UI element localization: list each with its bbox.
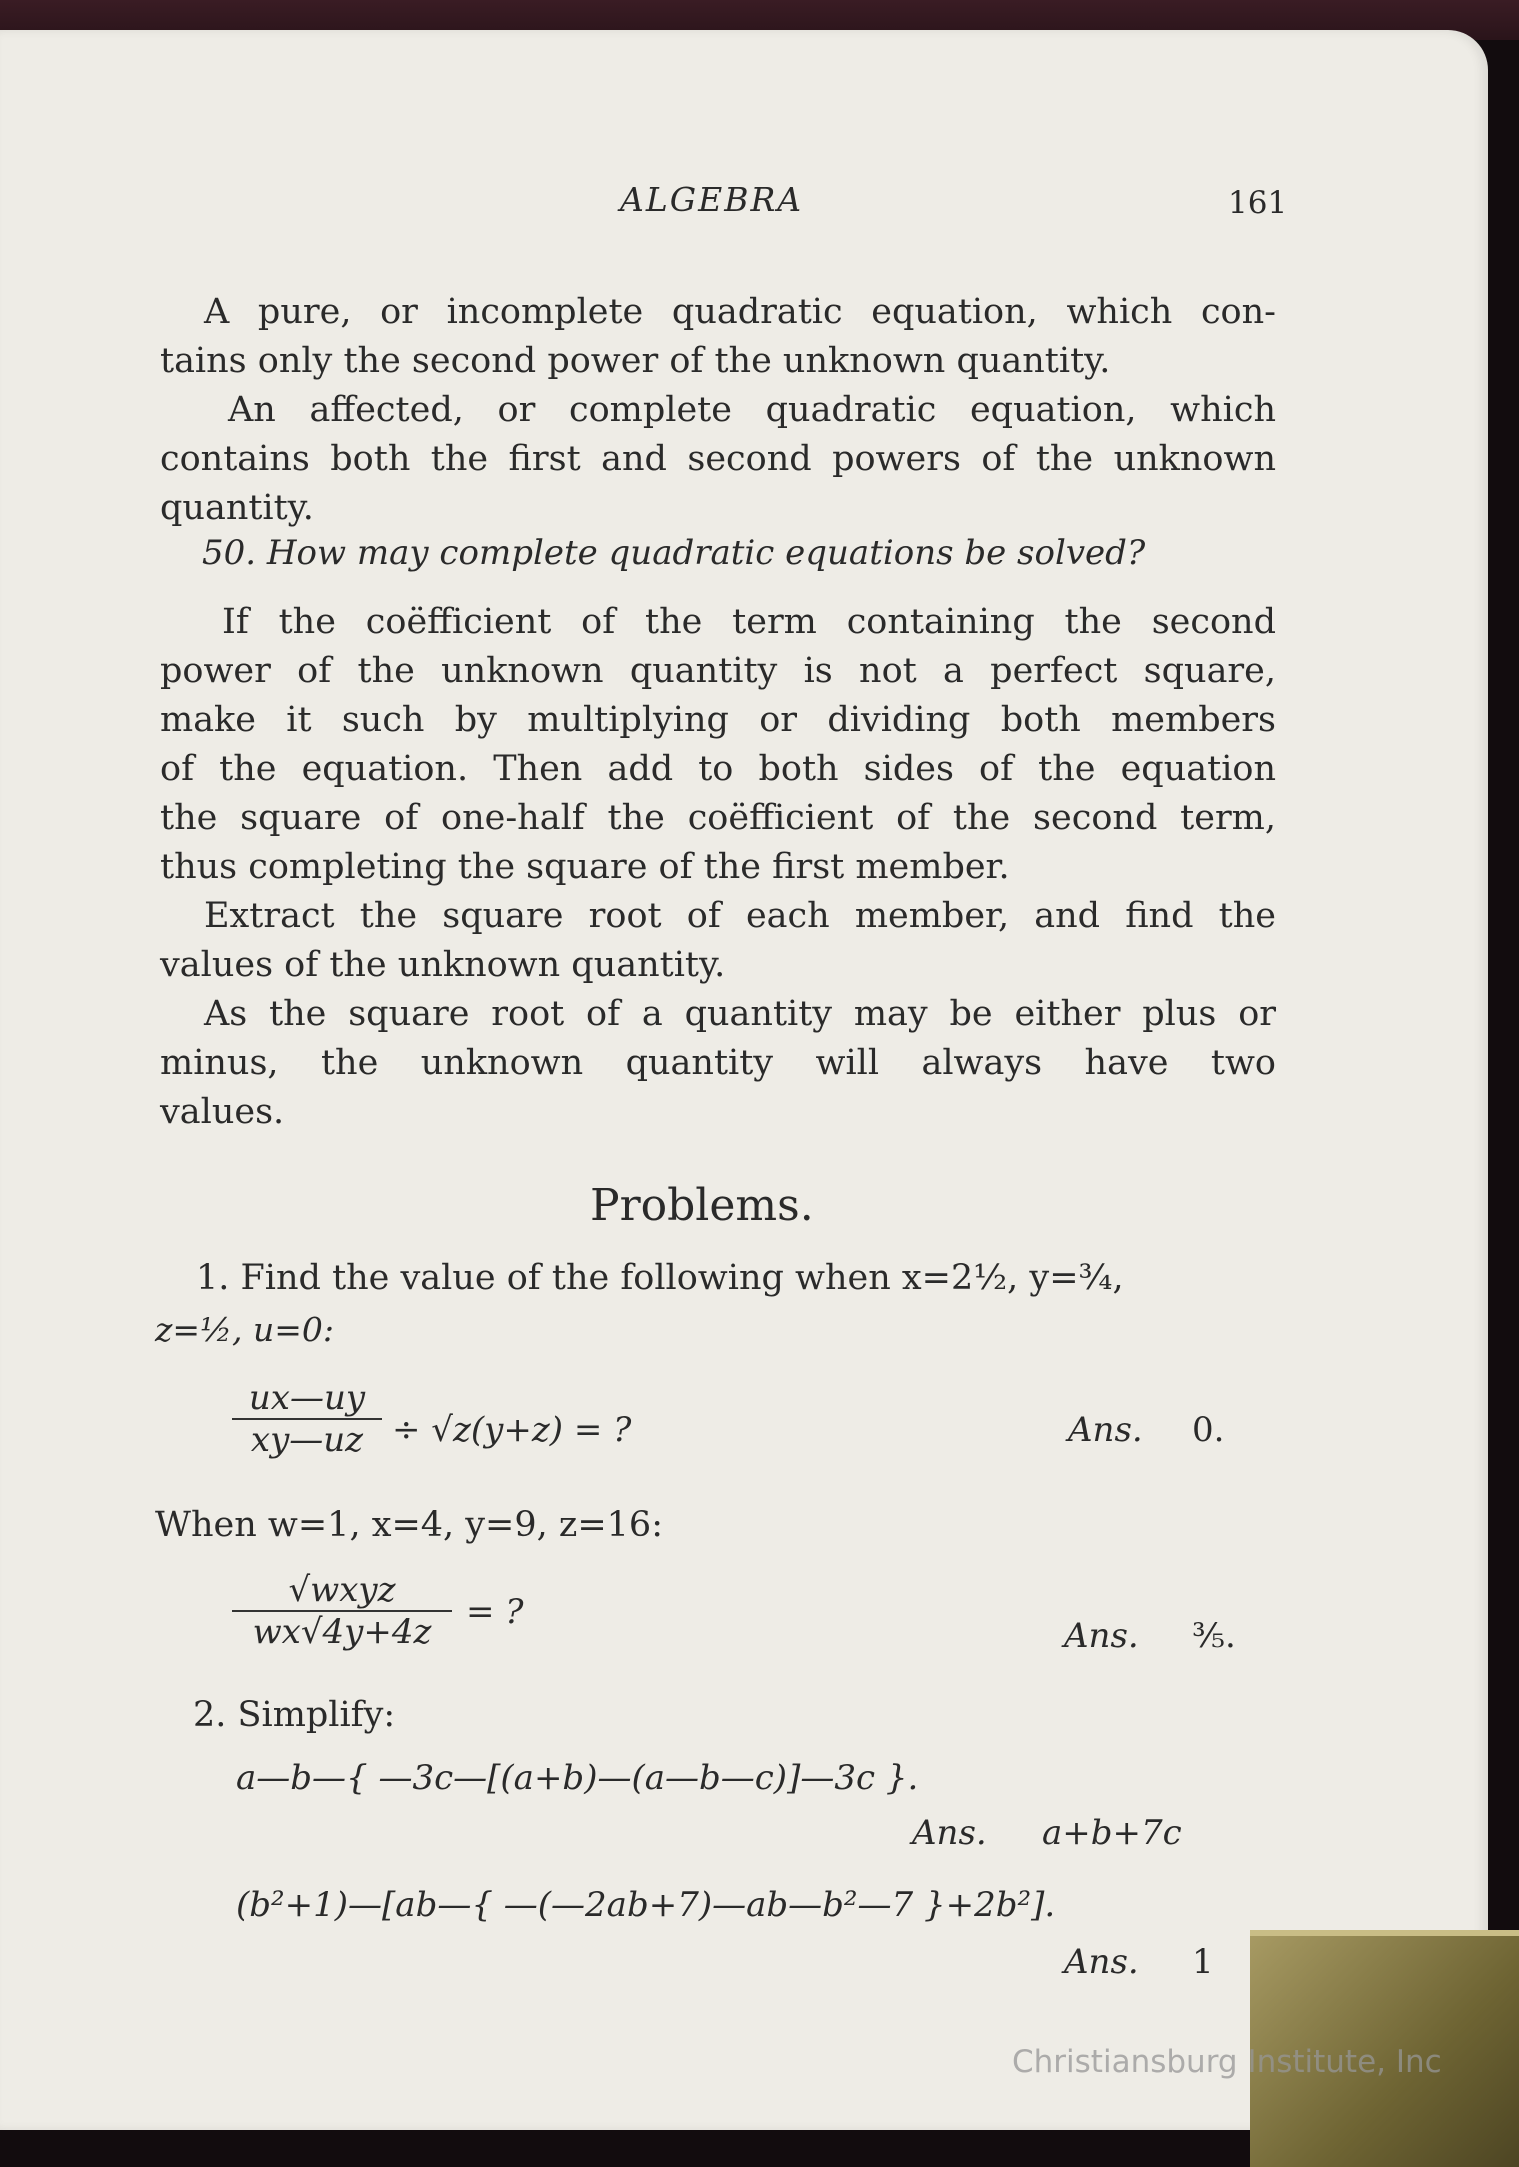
problem-1-expression-rest: ÷ √z(y+z) = ?	[392, 1410, 632, 1450]
problems-title: Problems.	[590, 1180, 814, 1231]
text-line: A pure, or incomplete quadratic equation, which con-	[204, 292, 1276, 332]
problem-1b-fraction	[232, 1570, 452, 1652]
text-line: values.	[160, 1092, 285, 1132]
problem-2-expression-2: (b²+1)—[ab—{ —(—2ab+7)—ab—b²—7 }+2b²].	[236, 1885, 1056, 1925]
text-line: quantity.	[160, 488, 314, 528]
answer-value: ⅗.	[1192, 1616, 1236, 1656]
answer-value: a+b+7c	[1042, 1813, 1182, 1853]
problem-1-line: 1. Find the value of the following when x=2½, y=¾,	[196, 1258, 1124, 1298]
text-line: power of the unknown quantity is not a perfect square,	[160, 651, 1276, 691]
problem-1b-line: When w=1, x=4, y=9, z=16:	[155, 1505, 663, 1545]
answer-value: 1	[1192, 1942, 1214, 1982]
text-line: contains both the first and second powers of the unknown	[160, 439, 1276, 479]
answer-label: Ans.	[1064, 1942, 1139, 1982]
text-line: As the square root of a quantity may be either plus or	[204, 994, 1276, 1034]
text-line: If the coëfficient of the term containing the second	[222, 602, 1276, 642]
numerator: ux—uy	[248, 1378, 366, 1418]
watermark: Christiansburg Institute, Inc	[1012, 2044, 1442, 2080]
text-line: of the equation. Then add to both sides of the equation	[160, 749, 1276, 789]
denominator: wx√4y+4z	[232, 1610, 452, 1652]
text-line: minus, the unknown quantity will always have two	[160, 1043, 1276, 1083]
text-line: tains only the second power of the unknown quantity.	[160, 341, 1111, 381]
section-heading: 50. How may complete quadratic equations be solved?	[202, 533, 1146, 573]
problem-1-values: z=½, u=0:	[155, 1310, 335, 1349]
text-line: values of the unknown quantity.	[160, 945, 726, 985]
problem-2-title: 2. Simplify:	[193, 1695, 396, 1735]
intro-paragraph	[160, 288, 1276, 533]
problem-1-fraction	[232, 1378, 382, 1460]
text-line: make it such by multiplying or dividing both members	[160, 700, 1276, 740]
text-line: Extract the square root of each member, and find the	[204, 896, 1276, 936]
page-number: 161	[1228, 185, 1288, 221]
text-line: the square of one-half the coëfficient of the second term,	[160, 798, 1276, 838]
denominator: xy—uz	[232, 1418, 382, 1460]
running-title: ALGEBRA	[620, 180, 804, 219]
book-page	[0, 30, 1488, 2130]
answer-value: 0.	[1192, 1410, 1225, 1450]
answer-label: Ans.	[1064, 1616, 1139, 1656]
answer-label: Ans.	[1068, 1410, 1143, 1450]
text-line: An affected, or complete quadratic equation, which	[228, 390, 1276, 430]
problem-2-expression-1: a—b—{ —3c—[(a+b)—(a—b—c)]—3c }.	[236, 1758, 919, 1798]
text-line: thus completing the square of the first member.	[160, 847, 1010, 887]
problem-1b-expression-rest: = ?	[466, 1592, 524, 1632]
section-50-body	[160, 598, 1276, 1137]
answer-label: Ans.	[912, 1813, 987, 1853]
numerator: √wxyz	[288, 1570, 396, 1610]
